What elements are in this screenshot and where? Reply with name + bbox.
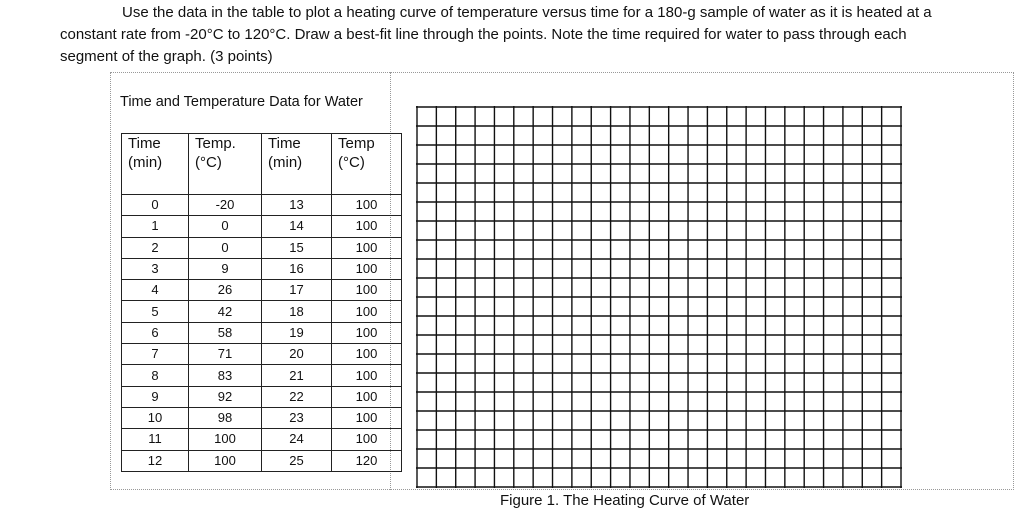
cell-temp-2: 100 bbox=[332, 216, 402, 237]
cell-temp-1: 100 bbox=[189, 450, 262, 471]
cell-temp-2: 120 bbox=[332, 450, 402, 471]
table-row bbox=[122, 365, 402, 386]
cell-time-1: 9 bbox=[122, 386, 189, 407]
table-row bbox=[122, 258, 402, 279]
cell-temp-1: 98 bbox=[189, 407, 262, 428]
cell-time-2: 22 bbox=[262, 386, 332, 407]
table-caption: Time and Temperature Data for Water bbox=[120, 94, 363, 110]
table-row bbox=[122, 195, 402, 216]
cell-temp-1: 100 bbox=[189, 429, 262, 450]
time-temperature-table bbox=[121, 133, 402, 472]
table-row bbox=[122, 407, 402, 428]
cell-temp-2: 100 bbox=[332, 365, 402, 386]
table-row bbox=[122, 322, 402, 343]
cell-time-2: 13 bbox=[262, 195, 332, 216]
cell-time-2: 23 bbox=[262, 407, 332, 428]
table-row bbox=[122, 301, 402, 322]
cell-time-1: 6 bbox=[122, 322, 189, 343]
cell-temp-1: 83 bbox=[189, 365, 262, 386]
cell-time-1: 7 bbox=[122, 344, 189, 365]
cell-temp-1: 0 bbox=[189, 216, 262, 237]
cell-time-1: 4 bbox=[122, 280, 189, 301]
cell-temp-1: 26 bbox=[189, 280, 262, 301]
header-temp-2: Temp (°C) bbox=[332, 134, 402, 195]
table-row bbox=[122, 280, 402, 301]
cell-temp-2: 100 bbox=[332, 344, 402, 365]
cell-time-1: 2 bbox=[122, 237, 189, 258]
cell-temp-1: 92 bbox=[189, 386, 262, 407]
cell-time-2: 14 bbox=[262, 216, 332, 237]
cell-time-1: 12 bbox=[122, 450, 189, 471]
table-row bbox=[122, 386, 402, 407]
cell-temp-2: 100 bbox=[332, 386, 402, 407]
table-row bbox=[122, 344, 402, 365]
cell-temp-1: 71 bbox=[189, 344, 262, 365]
instructions-text: Use the data in the table to plot a heating curve of temperature versus time for a 180-g sample of water as it is heated at a constant rate from -20°C to 120°C. Draw a best-fit line through the points. Note the time required for water to pass through each segment of the graph. (3 points) bbox=[60, 4, 932, 65]
table-row bbox=[122, 429, 402, 450]
cell-time-2: 20 bbox=[262, 344, 332, 365]
table-row bbox=[122, 216, 402, 237]
cell-temp-1: 0 bbox=[189, 237, 262, 258]
cell-time-1: 0 bbox=[122, 195, 189, 216]
cell-time-2: 16 bbox=[262, 258, 332, 279]
table-header-row bbox=[122, 134, 402, 195]
cell-time-2: 21 bbox=[262, 365, 332, 386]
cell-time-1: 5 bbox=[122, 301, 189, 322]
cell-temp-1: 58 bbox=[189, 322, 262, 343]
cell-temp-2: 100 bbox=[332, 429, 402, 450]
cell-time-1: 8 bbox=[122, 365, 189, 386]
table-row bbox=[122, 450, 402, 471]
cell-time-1: 11 bbox=[122, 429, 189, 450]
table-body bbox=[122, 195, 402, 472]
cell-temp-1: 42 bbox=[189, 301, 262, 322]
cell-temp-2: 100 bbox=[332, 322, 402, 343]
graph-grid bbox=[416, 106, 902, 493]
cell-time-1: 10 bbox=[122, 407, 189, 428]
cell-time-2: 24 bbox=[262, 429, 332, 450]
cell-time-2: 15 bbox=[262, 237, 332, 258]
cell-time-2: 19 bbox=[262, 322, 332, 343]
cell-time-2: 25 bbox=[262, 450, 332, 471]
cell-temp-2: 100 bbox=[332, 301, 402, 322]
cell-temp-2: 100 bbox=[332, 237, 402, 258]
figure-caption: Figure 1. The Heating Curve of Water bbox=[500, 492, 750, 509]
cell-time-2: 17 bbox=[262, 280, 332, 301]
cell-temp-2: 100 bbox=[332, 195, 402, 216]
cell-temp-1: 9 bbox=[189, 258, 262, 279]
header-time-1: Time (min) bbox=[122, 134, 189, 195]
graph-grid-svg bbox=[416, 106, 902, 488]
cell-time-2: 18 bbox=[262, 301, 332, 322]
cell-temp-1: -20 bbox=[189, 195, 262, 216]
cell-temp-2: 100 bbox=[332, 258, 402, 279]
cell-temp-2: 100 bbox=[332, 407, 402, 428]
cell-temp-2: 100 bbox=[332, 280, 402, 301]
header-temp-1: Temp. (°C) bbox=[189, 134, 262, 195]
cell-time-1: 3 bbox=[122, 258, 189, 279]
cell-time-1: 1 bbox=[122, 216, 189, 237]
table-row bbox=[122, 237, 402, 258]
header-time-2: Time (min) bbox=[262, 134, 332, 195]
